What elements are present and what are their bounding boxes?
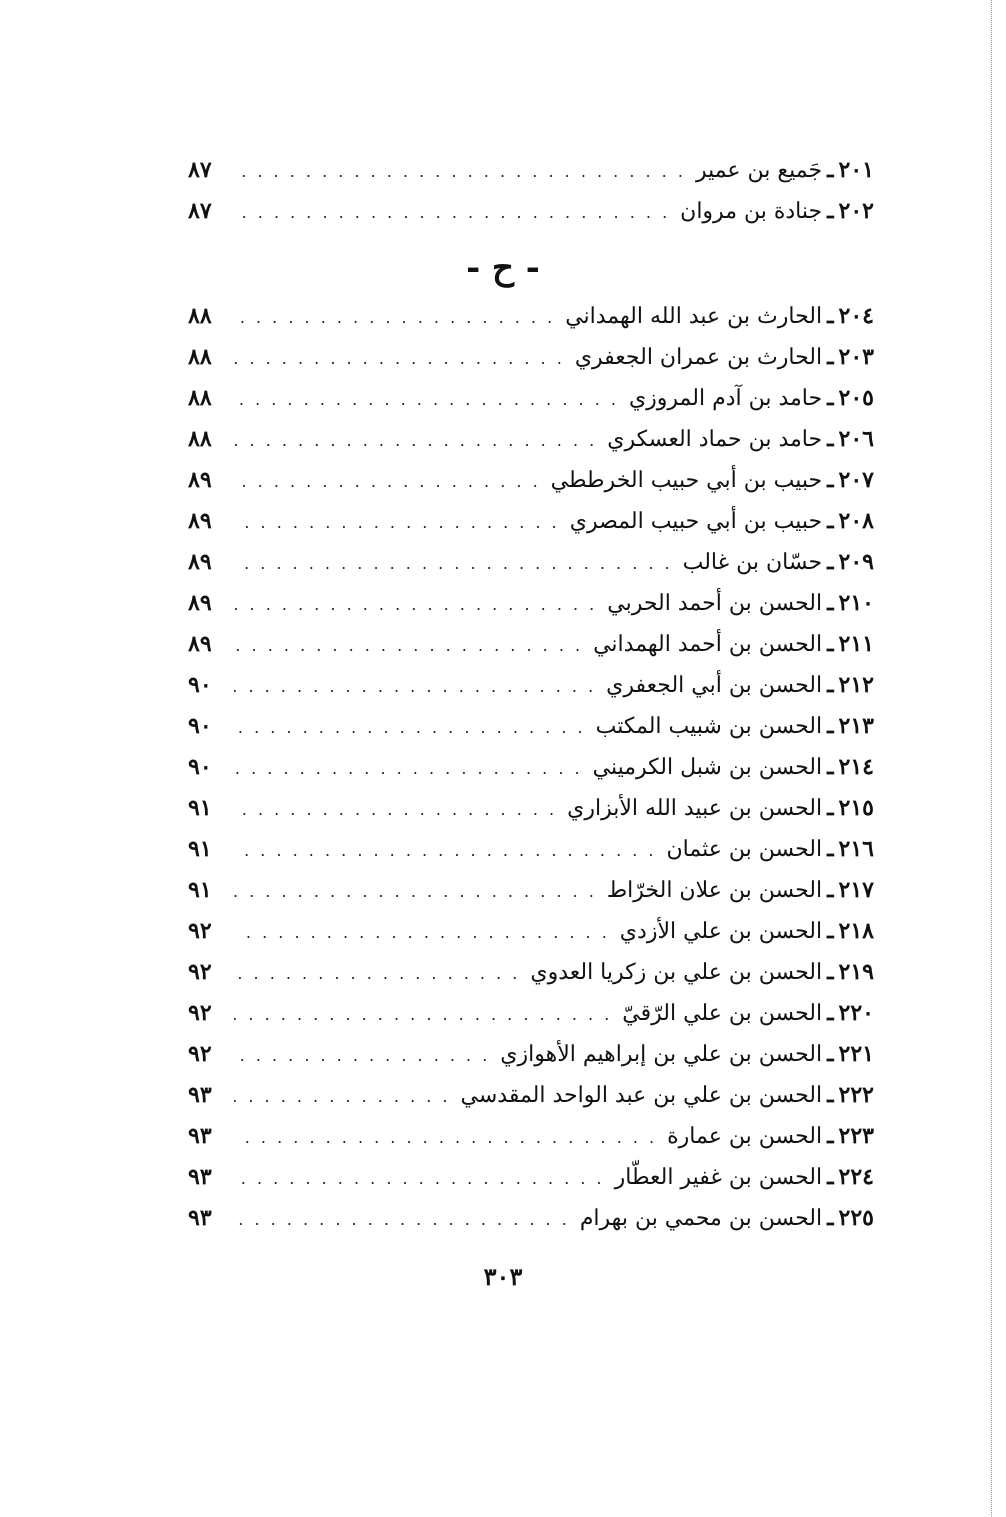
entry-dash: ـ: [827, 1123, 834, 1149]
entry-name: الحسن بن محمي بن بهرام: [579, 1206, 823, 1231]
entry-name: الحسن بن عثمان: [666, 837, 823, 862]
index-entry: [188, 829, 874, 870]
entry-page-ref: ٩٠: [188, 672, 212, 698]
entry-dash: ـ: [827, 1041, 834, 1067]
entry-page-ref: ٨٧: [188, 198, 212, 224]
index-entry: [188, 542, 874, 583]
entry-number: ٢٠٥: [838, 385, 874, 411]
index-entry: [188, 624, 874, 665]
entry-number: ٢١٨: [838, 918, 874, 944]
entry-name: حبيب بن أبي حبيب الخرططي: [550, 468, 823, 493]
dot-leader: [234, 994, 612, 1035]
dot-leader: [234, 1035, 490, 1076]
entry-page-ref: ٨٩: [188, 467, 212, 493]
entry-name: الحسن بن علي الأزدي: [619, 919, 823, 944]
entry-name: حامد بن آدم المروزي: [628, 386, 823, 411]
entry-number: ٢١٥: [838, 795, 874, 821]
entry-number: ٢٠٦: [838, 426, 874, 452]
entry-page-ref: ٩٢: [188, 1000, 212, 1026]
entry-name: الحسن بن عبيد الله الأبزاري: [567, 796, 823, 821]
entry-number: ٢٠٨: [838, 508, 874, 534]
entry-dash: ـ: [827, 877, 834, 903]
index-entry: [188, 460, 874, 501]
entry-name: الحسن بن عمارة: [667, 1124, 823, 1149]
index-entry: [188, 501, 874, 542]
index-entry: [188, 1198, 874, 1239]
entry-page-ref: ٩٢: [188, 1041, 212, 1067]
entry-page-ref: ٨٨: [188, 303, 212, 329]
entry-page-ref: ٩٠: [188, 713, 212, 739]
dot-leader: [234, 543, 673, 584]
entry-name: الحسن بن أحمد الهمداني: [593, 632, 823, 657]
entry-name: الحارث بن عمران الجعفري: [574, 345, 823, 370]
entry-number: ٢١١: [838, 631, 874, 657]
entry-dash: ـ: [827, 467, 834, 493]
entry-number: ٢١٢: [838, 672, 874, 698]
index-list-ha: [188, 296, 874, 1239]
entry-page-ref: ٩٠: [188, 754, 212, 780]
entry-page-ref: ٩٣: [188, 1123, 212, 1149]
entry-page-ref: ٨٨: [188, 385, 212, 411]
index-entry: [188, 665, 874, 706]
index-entry: [188, 952, 874, 993]
dot-leader: [234, 707, 586, 748]
index-entry: [188, 296, 874, 337]
entry-dash: ـ: [827, 918, 834, 944]
dot-leader: [234, 1199, 570, 1240]
entry-name: الحارث بن عبد الله الهمداني: [565, 304, 823, 329]
entry-dash: ـ: [827, 385, 834, 411]
index-entry: [188, 1034, 874, 1075]
entry-page-ref: ٩١: [188, 795, 212, 821]
entry-name: الحسن بن أبي الجعفري: [606, 673, 823, 698]
dot-leader: [234, 748, 583, 789]
entry-page-ref: ٨٨: [188, 344, 212, 370]
entry-number: ٢١٣: [838, 713, 874, 739]
entry-dash: ـ: [827, 672, 834, 698]
dot-leader: [234, 912, 610, 953]
dot-leader: [234, 1076, 451, 1117]
dot-leader: [234, 379, 619, 420]
dot-leader: [234, 338, 565, 379]
entry-name: جنادة بن مروان: [680, 199, 823, 224]
entry-number: ٢٠٣: [838, 344, 874, 370]
index-entry: [188, 191, 874, 232]
index-entry: [188, 1157, 874, 1198]
entry-dash: ـ: [827, 959, 834, 985]
entry-page-ref: ٨٩: [188, 508, 212, 534]
entry-name: الحسن بن شبيب المكتب: [595, 714, 823, 739]
entry-dash: ـ: [827, 198, 834, 224]
entry-page-ref: ٩١: [188, 877, 212, 903]
entry-number: ٢٢٥: [838, 1205, 874, 1231]
entry-page-ref: ٨٨: [188, 426, 212, 452]
dot-leader: [234, 871, 597, 912]
dot-leader: [234, 789, 557, 830]
entry-name: الحسن بن علي الرّقيّ: [622, 1001, 823, 1026]
index-entry: [188, 419, 874, 460]
entry-name: حبيب بن أبي حبيب المصري: [569, 509, 823, 534]
index-entry: [188, 378, 874, 419]
page-number: ٣٠٣: [483, 1262, 523, 1291]
dot-leader: [234, 192, 670, 233]
entry-name: الحسن بن غفير العطّار: [614, 1165, 823, 1190]
entry-number: ٢٠٢: [838, 198, 874, 224]
entry-page-ref: ٩٣: [188, 1082, 212, 1108]
entry-number: ٢٠٩: [838, 549, 874, 575]
entry-dash: ـ: [827, 1082, 834, 1108]
index-entry: [188, 911, 874, 952]
index-entry: [188, 706, 874, 747]
dot-leader: [234, 297, 555, 338]
entry-number: ٢٢٠: [838, 1000, 874, 1026]
entry-page-ref: ٩٣: [188, 1164, 212, 1190]
entry-page-ref: ٨٧: [188, 157, 212, 183]
entry-dash: ـ: [827, 590, 834, 616]
entry-dash: ـ: [827, 157, 834, 183]
entry-name: الحسن بن شبل الكرميني: [592, 755, 823, 780]
index-entry: [188, 1075, 874, 1116]
entry-name: الحسن بن أحمد الحربي: [607, 591, 823, 616]
index-entry: [188, 788, 874, 829]
entry-name: حسّان بن غالب: [682, 550, 823, 575]
entry-name: الحسن بن علي بن زكريا العدوي: [530, 960, 823, 985]
index-entry: [188, 747, 874, 788]
dot-leader: [234, 1158, 605, 1199]
entry-number: ٢١٠: [838, 590, 874, 616]
dot-leader: [234, 953, 520, 994]
entry-name: جَميع بن عمير: [695, 158, 823, 183]
entry-dash: ـ: [827, 426, 834, 452]
entry-name: الحسن بن علي بن إبراهيم الأهوازي: [500, 1042, 823, 1067]
entry-page-ref: ٩٢: [188, 959, 212, 985]
entry-dash: ـ: [827, 1205, 834, 1231]
entry-number: ٢٠٤: [838, 303, 874, 329]
entry-dash: ـ: [827, 631, 834, 657]
entry-number: ٢٠٧: [838, 467, 874, 493]
index-entry: [188, 150, 874, 191]
entry-dash: ـ: [827, 1000, 834, 1026]
entry-number: ٢١٤: [838, 754, 874, 780]
index-entry: [188, 1116, 874, 1157]
entry-number: ٢١٩: [838, 959, 874, 985]
entry-dash: ـ: [827, 713, 834, 739]
index-list-top: [188, 150, 874, 232]
entry-dash: ـ: [827, 836, 834, 862]
dot-leader: [234, 1117, 657, 1158]
index-entry: [188, 337, 874, 378]
entry-dash: ـ: [827, 795, 834, 821]
entry-name: الحسن بن علي بن عبد الواحد المقدسي: [460, 1083, 823, 1108]
entry-dash: ـ: [827, 754, 834, 780]
entry-page-ref: ٨٩: [188, 631, 212, 657]
entry-dash: ـ: [827, 549, 834, 575]
index-entry: [188, 870, 874, 911]
entry-page-ref: ٨٩: [188, 549, 212, 575]
index-entry: [188, 583, 874, 624]
entry-name: الحسن بن علان الخرّاط: [606, 878, 823, 903]
entry-page-ref: ٨٩: [188, 590, 212, 616]
entry-number: ٢١٧: [838, 877, 874, 903]
entry-dash: ـ: [827, 508, 834, 534]
entry-name: حامد بن حماد العسكري: [607, 427, 823, 452]
dot-leader: [234, 461, 541, 502]
entry-number: ٢٢٤: [838, 1164, 874, 1190]
index-entry: [188, 993, 874, 1034]
entry-page-ref: ٩١: [188, 836, 212, 862]
section-heading: - ح -: [466, 248, 540, 288]
entry-dash: ـ: [827, 303, 834, 329]
entry-number: ٢١٦: [838, 836, 874, 862]
entry-dash: ـ: [827, 344, 834, 370]
dot-leader: [234, 625, 583, 666]
entry-number: ٢٢٢: [838, 1082, 874, 1108]
entry-number: ٢٢٣: [838, 1123, 874, 1149]
dot-leader: [234, 420, 597, 461]
dot-leader: [234, 151, 686, 192]
dot-leader: [234, 666, 596, 707]
dot-leader: [234, 502, 560, 543]
dot-leader: [234, 830, 657, 871]
entry-number: ٢٢١: [838, 1041, 874, 1067]
entry-number: ٢٠١: [838, 157, 874, 183]
dot-leader: [234, 584, 597, 625]
entry-dash: ـ: [827, 1164, 834, 1190]
entry-page-ref: ٩٣: [188, 1205, 212, 1231]
entry-page-ref: ٩٢: [188, 918, 212, 944]
